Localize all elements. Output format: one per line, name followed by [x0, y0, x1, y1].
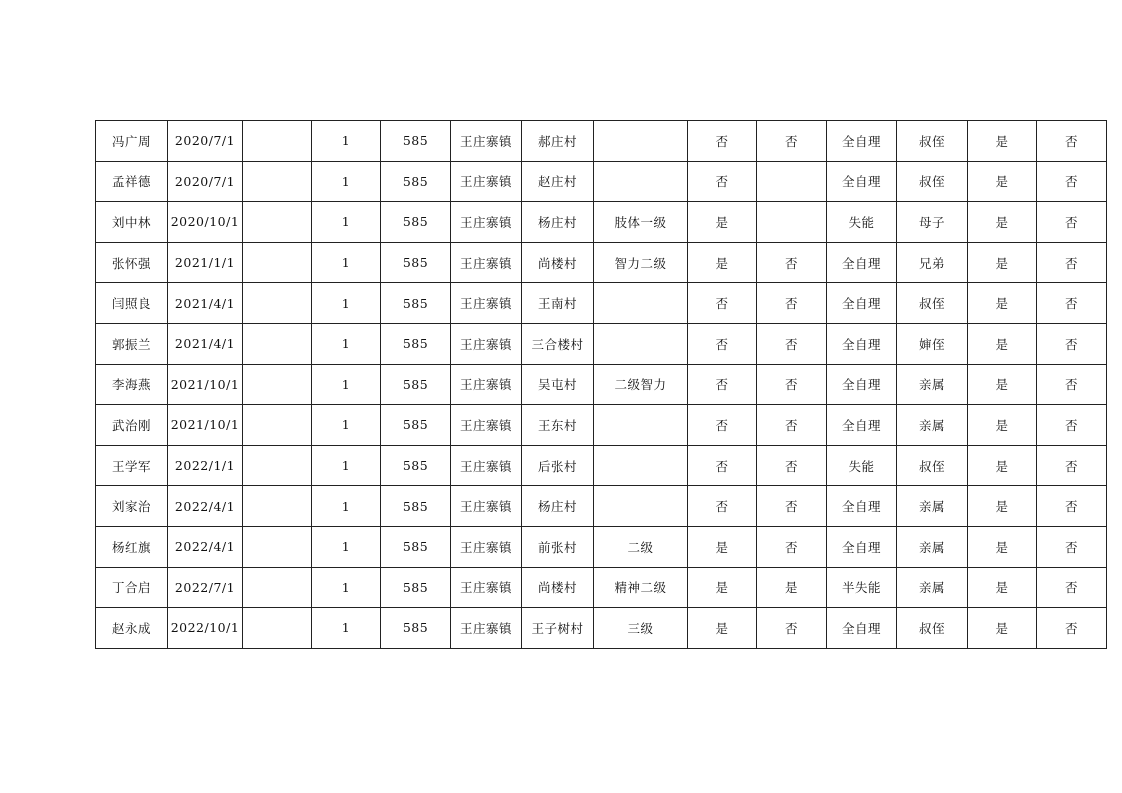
table-cell: 否: [688, 445, 757, 486]
table-cell: 是: [968, 486, 1037, 527]
table-cell: 精神二级: [594, 567, 688, 608]
table-cell: 王学军: [96, 445, 168, 486]
table-cell: 1: [312, 526, 381, 567]
table-cell: 叔侄: [897, 608, 968, 649]
table-cell: 闫照良: [96, 283, 168, 324]
table-row: [96, 283, 1107, 324]
table-cell: 1: [312, 405, 381, 446]
table-cell: 李海燕: [96, 364, 168, 405]
table-cell: [243, 486, 312, 527]
table-row: [96, 405, 1107, 446]
table-cell: [243, 283, 312, 324]
table-cell: 1: [312, 364, 381, 405]
table-cell: 1: [312, 121, 381, 162]
table-cell: 1: [312, 567, 381, 608]
table-cell: 1: [312, 202, 381, 243]
table-cell: 是: [688, 608, 757, 649]
table-cell: 郭振兰: [96, 323, 168, 364]
table-cell: [757, 161, 827, 202]
data-table: [95, 120, 1107, 649]
table-cell: 否: [1037, 323, 1107, 364]
table-cell: 是: [968, 526, 1037, 567]
table-cell: 2021/1/1: [168, 242, 243, 283]
table-cell: 585: [381, 121, 451, 162]
table-cell: [594, 323, 688, 364]
table-cell: 585: [381, 567, 451, 608]
table-cell: 1: [312, 445, 381, 486]
table-cell: 全自理: [827, 526, 897, 567]
table-cell: 前张村: [522, 526, 594, 567]
table-row: [96, 161, 1107, 202]
table-cell: 赵永成: [96, 608, 168, 649]
table-cell: 叔侄: [897, 445, 968, 486]
table-cell: 二级: [594, 526, 688, 567]
table-cell: 是: [968, 121, 1037, 162]
table-cell: 张怀强: [96, 242, 168, 283]
table-cell: 叔侄: [897, 283, 968, 324]
table-cell: 2022/1/1: [168, 445, 243, 486]
table-cell: 否: [688, 161, 757, 202]
table-cell: 兄弟: [897, 242, 968, 283]
table-cell: 否: [1037, 283, 1107, 324]
table-cell: 否: [1037, 202, 1107, 243]
table-cell: [594, 121, 688, 162]
table-cell: 王庄寨镇: [451, 283, 522, 324]
table-cell: 2022/7/1: [168, 567, 243, 608]
table-cell: 叔侄: [897, 161, 968, 202]
table-cell: [243, 323, 312, 364]
table-row: [96, 202, 1107, 243]
table-cell: 是: [688, 567, 757, 608]
table-cell: 母子: [897, 202, 968, 243]
table-row: [96, 608, 1107, 649]
table-cell: 否: [688, 121, 757, 162]
table-cell: 杨红旗: [96, 526, 168, 567]
table-cell: 否: [1037, 608, 1107, 649]
table-cell: 王庄寨镇: [451, 202, 522, 243]
table-cell: [594, 161, 688, 202]
table-cell: 智力二级: [594, 242, 688, 283]
table-cell: 585: [381, 608, 451, 649]
table-cell: 是: [688, 202, 757, 243]
table-cell: 全自理: [827, 405, 897, 446]
table-cell: [243, 405, 312, 446]
table-cell: 杨庄村: [522, 486, 594, 527]
table-cell: 王庄寨镇: [451, 486, 522, 527]
table-cell: 否: [688, 405, 757, 446]
table-cell: 全自理: [827, 283, 897, 324]
table-cell: 是: [968, 608, 1037, 649]
table-cell: 否: [688, 364, 757, 405]
table-cell: 1: [312, 161, 381, 202]
table-cell: 否: [1037, 242, 1107, 283]
table-row: [96, 445, 1107, 486]
table-cell: 尚楼村: [522, 242, 594, 283]
table-cell: 否: [1037, 405, 1107, 446]
table-row: [96, 567, 1107, 608]
table-cell: 全自理: [827, 486, 897, 527]
table-cell: 585: [381, 323, 451, 364]
table-cell: 武治刚: [96, 405, 168, 446]
table-cell: 1: [312, 242, 381, 283]
table-cell: 王庄寨镇: [451, 242, 522, 283]
table-cell: 是: [968, 405, 1037, 446]
table-row: [96, 242, 1107, 283]
table-cell: 否: [757, 445, 827, 486]
table-cell: [594, 405, 688, 446]
table-cell: [243, 526, 312, 567]
table-cell: 全自理: [827, 121, 897, 162]
table-cell: 赵庄村: [522, 161, 594, 202]
table-cell: 亲属: [897, 364, 968, 405]
table-cell: 是: [968, 283, 1037, 324]
table-cell: 叔侄: [897, 121, 968, 162]
table-cell: 是: [968, 161, 1037, 202]
table-cell: 全自理: [827, 161, 897, 202]
table-cell: 否: [1037, 567, 1107, 608]
table-cell: 失能: [827, 202, 897, 243]
table-cell: [243, 567, 312, 608]
table-cell: 吴屯村: [522, 364, 594, 405]
table-cell: 王东村: [522, 405, 594, 446]
table-cell: 2021/4/1: [168, 323, 243, 364]
table-cell: 王庄寨镇: [451, 567, 522, 608]
table-body: [96, 121, 1107, 649]
table-cell: 王庄寨镇: [451, 364, 522, 405]
table-cell: 全自理: [827, 242, 897, 283]
table-cell: [243, 608, 312, 649]
table-cell: 585: [381, 486, 451, 527]
table-cell: 1: [312, 323, 381, 364]
table-cell: 2021/10/1: [168, 364, 243, 405]
table-cell: 否: [1037, 364, 1107, 405]
table-cell: [243, 364, 312, 405]
table-cell: 否: [1037, 526, 1107, 567]
table-cell: 585: [381, 283, 451, 324]
table-cell: 王庄寨镇: [451, 608, 522, 649]
table-cell: 王庄寨镇: [451, 526, 522, 567]
table-cell: 2020/10/1: [168, 202, 243, 243]
table-cell: 否: [1037, 445, 1107, 486]
table-cell: 王庄寨镇: [451, 405, 522, 446]
table-cell: 婶侄: [897, 323, 968, 364]
table-cell: 王庄寨镇: [451, 323, 522, 364]
table-cell: 冯广周: [96, 121, 168, 162]
table-cell: 1: [312, 486, 381, 527]
table-cell: 否: [757, 526, 827, 567]
table-cell: 是: [757, 567, 827, 608]
table-cell: [757, 202, 827, 243]
table-cell: 585: [381, 405, 451, 446]
table-cell: 否: [757, 323, 827, 364]
table-row: [96, 323, 1107, 364]
table-cell: 后张村: [522, 445, 594, 486]
table-cell: 三合楼村: [522, 323, 594, 364]
table-cell: 2022/10/1: [168, 608, 243, 649]
table-cell: 亲属: [897, 567, 968, 608]
table-cell: 否: [757, 608, 827, 649]
table-cell: 肢体一级: [594, 202, 688, 243]
table-cell: 否: [1037, 161, 1107, 202]
table-cell: 否: [757, 242, 827, 283]
table-cell: 1: [312, 608, 381, 649]
table-cell: 刘家治: [96, 486, 168, 527]
table-cell: 是: [688, 242, 757, 283]
table-cell: 郝庄村: [522, 121, 594, 162]
table-cell: [243, 445, 312, 486]
table-cell: 2021/10/1: [168, 405, 243, 446]
table-cell: 2022/4/1: [168, 526, 243, 567]
table-cell: 是: [968, 567, 1037, 608]
table-cell: 王庄寨镇: [451, 161, 522, 202]
table-cell: 全自理: [827, 323, 897, 364]
table-cell: 王庄寨镇: [451, 445, 522, 486]
table-cell: 是: [968, 202, 1037, 243]
table-cell: 王子树村: [522, 608, 594, 649]
table-cell: 585: [381, 526, 451, 567]
table-cell: 否: [1037, 486, 1107, 527]
table-cell: 585: [381, 364, 451, 405]
table-row: [96, 121, 1107, 162]
table-cell: 585: [381, 161, 451, 202]
table-cell: 否: [757, 283, 827, 324]
table-cell: 半失能: [827, 567, 897, 608]
table-cell: 二级智力: [594, 364, 688, 405]
table-cell: [594, 283, 688, 324]
table-cell: 孟祥德: [96, 161, 168, 202]
table-cell: 2020/7/1: [168, 161, 243, 202]
table-cell: 否: [688, 283, 757, 324]
table-cell: 全自理: [827, 364, 897, 405]
table-cell: 全自理: [827, 608, 897, 649]
table-cell: [243, 202, 312, 243]
table-row: [96, 364, 1107, 405]
table-cell: 否: [757, 121, 827, 162]
table-cell: 否: [688, 486, 757, 527]
table-cell: 王庄寨镇: [451, 121, 522, 162]
table-cell: 1: [312, 283, 381, 324]
table-cell: 王南村: [522, 283, 594, 324]
table-cell: 丁合启: [96, 567, 168, 608]
table-cell: 亲属: [897, 486, 968, 527]
table-cell: [594, 486, 688, 527]
table-cell: [243, 121, 312, 162]
table-cell: 是: [968, 242, 1037, 283]
table-cell: 尚楼村: [522, 567, 594, 608]
table-cell: 否: [757, 486, 827, 527]
table-cell: [594, 445, 688, 486]
table-cell: 585: [381, 445, 451, 486]
table-cell: 2022/4/1: [168, 486, 243, 527]
table-cell: 否: [757, 405, 827, 446]
table-cell: 否: [688, 323, 757, 364]
table-cell: 杨庄村: [522, 202, 594, 243]
table-cell: [243, 242, 312, 283]
table-cell: 585: [381, 242, 451, 283]
table-cell: 失能: [827, 445, 897, 486]
table-cell: 否: [1037, 121, 1107, 162]
table-cell: 亲属: [897, 405, 968, 446]
table-cell: 否: [757, 364, 827, 405]
table-cell: 亲属: [897, 526, 968, 567]
table-cell: 三级: [594, 608, 688, 649]
table-cell: 是: [688, 526, 757, 567]
table-cell: 是: [968, 364, 1037, 405]
table-cell: 是: [968, 445, 1037, 486]
table-cell: [243, 161, 312, 202]
table-cell: 刘中林: [96, 202, 168, 243]
table-row: [96, 486, 1107, 527]
table-cell: 是: [968, 323, 1037, 364]
table-cell: 585: [381, 202, 451, 243]
table-cell: 2021/4/1: [168, 283, 243, 324]
table-cell: 2020/7/1: [168, 121, 243, 162]
table-row: [96, 526, 1107, 567]
